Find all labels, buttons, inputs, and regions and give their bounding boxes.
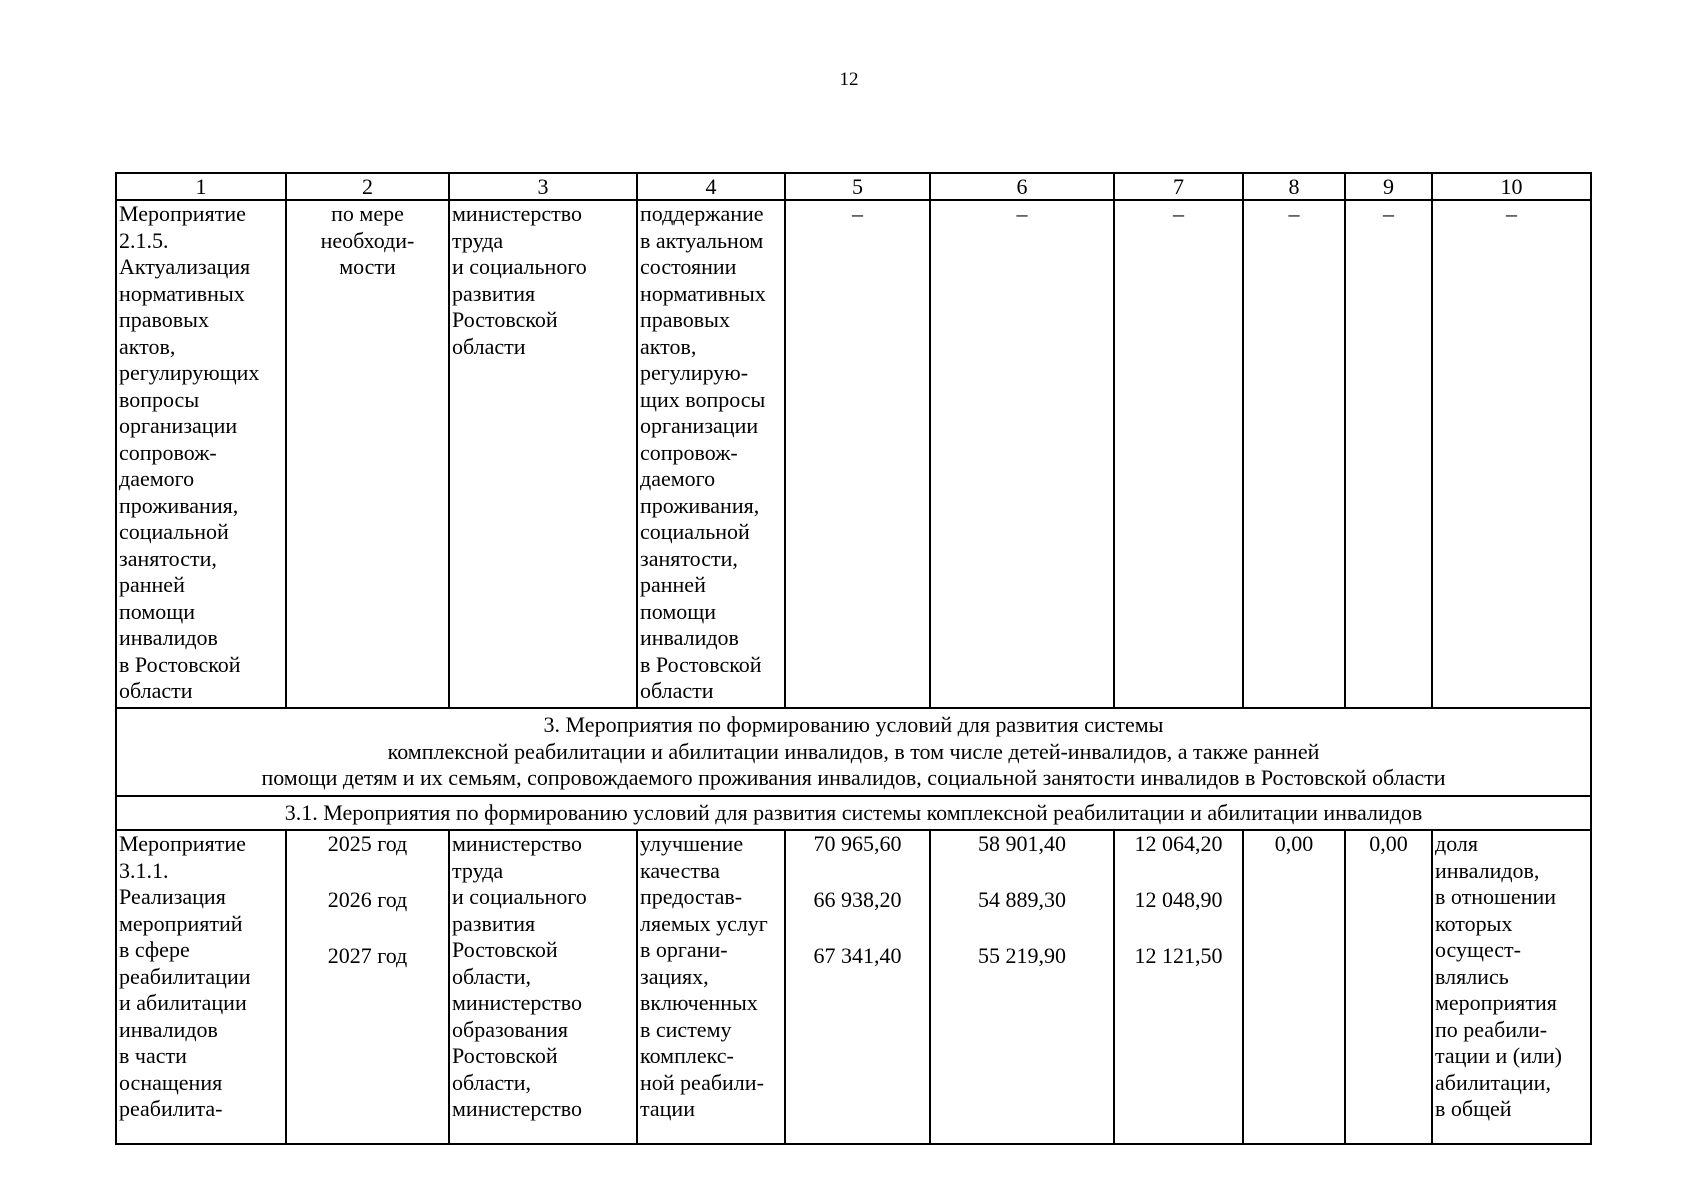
column-number: 6: [930, 173, 1114, 200]
amount-value: 12 048,90: [1134, 887, 1223, 912]
measure-col5: –: [785, 200, 930, 708]
measure-executor: министерство труда и социального развития Ростовской области: [449, 200, 637, 708]
section-3-1-title: 3.1. Мероприятия по формированию условий для развития системы комплексной реабилитации и абилитации инвалидов: [116, 796, 1591, 831]
program-table: [115, 172, 1592, 1145]
section-3-row: [116, 708, 1591, 796]
column-number: 8: [1243, 173, 1345, 200]
amount-value: 70 965,60: [813, 831, 902, 856]
amount-value: 12 121,50: [1134, 943, 1223, 968]
measure-col9: –: [1345, 200, 1432, 708]
measure-name: Мероприятие 2.1.5. Актуализация нормативных правовых актов, регулирующих вопросы организации сопровож- даемого проживания, социальной занятости, ранней помощи инвалидов в Ростовской области: [116, 200, 286, 708]
measure-col6: [930, 830, 1114, 1144]
column-number: 9: [1345, 173, 1432, 200]
measure-indicator: доля инвалидов, в отношении которых осущест- влялись мероприятия по реабили- тации и (или) абилитации, в общей: [1432, 830, 1591, 1144]
column-number: 1: [116, 173, 286, 200]
column-number-row: [116, 173, 1591, 200]
measure-result: улучшение качества предостав- ляемых услуг в органи- зациях, включенных в систему комплекс- ной реабили- тации: [637, 830, 785, 1144]
measure-col7: –: [1114, 200, 1243, 708]
measure-col9: 0,00: [1345, 830, 1432, 1144]
page-number: 12: [839, 69, 859, 90]
amount-value: 58 901,40: [978, 831, 1066, 856]
measure-name: Мероприятие 3.1.1. Реализация мероприятий в сфере реабилитации и абилитации инвалидов в части оснащения реабилита-: [116, 830, 286, 1144]
measure-col8: –: [1243, 200, 1345, 708]
measure-years: [286, 830, 449, 1144]
amount-value: 54 889,30: [978, 887, 1066, 912]
measure-result: поддержание в актуальном состоянии нормативных правовых актов, регулирую- щих вопросы организации сопровож- даемого проживания, социальной занятости, ранней помощи инвалидов в Ростовской области: [637, 200, 785, 708]
measure-col5: [785, 830, 930, 1144]
year-value: 2027 год: [327, 943, 408, 968]
column-number: 10: [1432, 173, 1591, 200]
measure-col8: 0,00: [1243, 830, 1345, 1144]
column-number: 7: [1114, 173, 1243, 200]
measure-term: по мере необходи- мости: [286, 200, 449, 708]
amount-value: 67 341,40: [813, 943, 902, 968]
section-3-title: 3. Мероприятия по формированию условий для развития системы комплексной реабилитации и абилитации инвалидов, в том числе детей-инвалидов, а также ранней помощи детям и их семьям, сопровождаемого проживания инвалидов, социальной занятости инвалидов в Ростовской области: [116, 708, 1591, 796]
measure-col7: [1114, 830, 1243, 1144]
amount-value: 12 064,20: [1134, 831, 1223, 856]
column-number: 4: [637, 173, 785, 200]
measure-col6: –: [930, 200, 1114, 708]
column-number: 5: [785, 173, 930, 200]
column-number: 2: [286, 173, 449, 200]
measure-col10: –: [1432, 200, 1591, 708]
year-value: 2026 год: [327, 887, 408, 912]
year-value: 2025 год: [327, 831, 408, 856]
table-row-measure-2-1-5: [116, 200, 1591, 708]
column-number: 3: [449, 173, 637, 200]
section-3-1-row: [116, 796, 1591, 831]
amount-value: 55 219,90: [978, 943, 1066, 968]
table-row-measure-3-1-1: [116, 830, 1591, 1144]
measure-executor: министерство труда и социального развития Ростовской области, министерство образования Ростовской области, министерство: [449, 830, 637, 1144]
amount-value: 66 938,20: [813, 887, 902, 912]
